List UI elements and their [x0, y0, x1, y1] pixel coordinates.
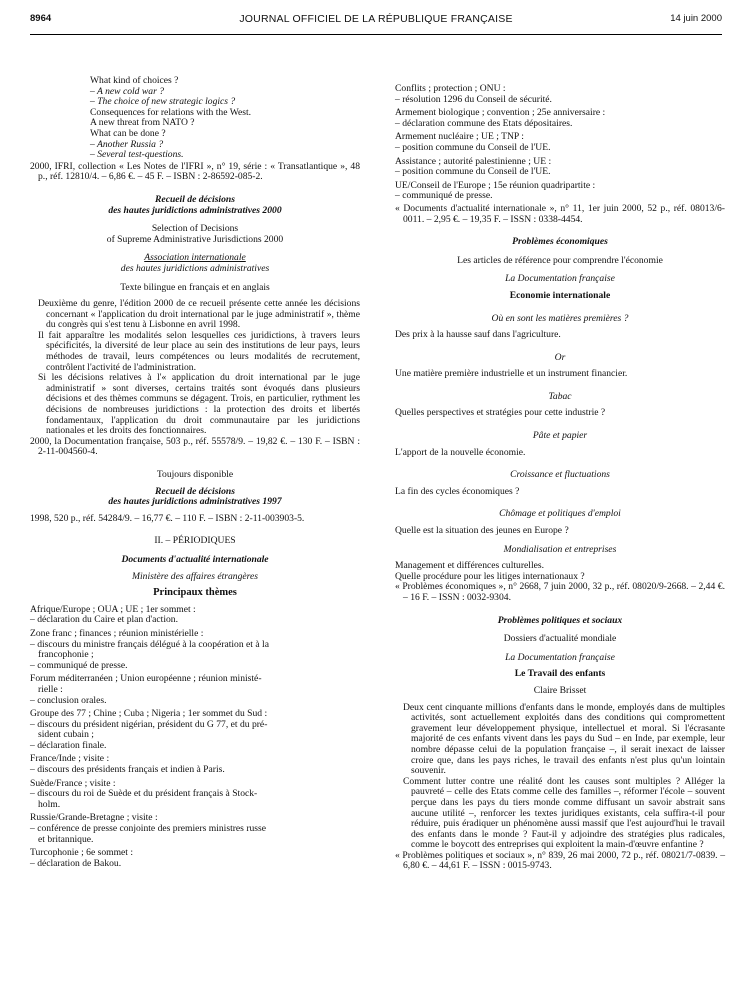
eco-section-title: Pâte et papier: [532, 430, 588, 442]
enfants-paragraph-1: Deux cent cinquante millions d'enfants dans le monde, employés dans de multiples activités, sont actuellement exploités dans des conditions qui compromettent gravement leur développement physique, intellectuel et moral. Si l'écrasante majorité de ces enfants vivent dans les pays du Sud – en Inde, par exemple, leur nombre dépasse celui de la population française –, il serait inexact de laisser croire que, dans les pays riches, le travail des enfants n'est plus qu'un lointain souvenir.: [403, 701, 725, 777]
docs-actualite-reference: « Documents d'actualité internationale », n° 11, 1er juin 2000, 52 p., réf. 08013/6-0011. – 2,95 €. – 19,35 F. – ISSN : 0338-4454.: [395, 202, 725, 225]
selection-line-1: Selection of Decisions: [151, 223, 239, 235]
association-line-2: des hautes juridictions administratives: [120, 262, 270, 274]
theme-item: – position commune du Conseil de l'UE.: [395, 141, 551, 153]
mondialisation-title: Mondialisation et entreprises: [503, 543, 617, 555]
eco-section-text: Quelle est la situation des jeunes en Europe ?: [395, 525, 569, 537]
problemes-politiques-heading: Problèmes politiques et sociaux: [497, 614, 623, 626]
theme-item: – position commune du Conseil de l'UE.: [395, 166, 551, 178]
recueil-paragraph-2: Il fait apparaître les modalités selon lesquelles ces juridictions, à travers leurs spécificités, la diversité de leur place au sein des institutions de leur pays, leurs méthodes de travail, leurs compétences ou leurs modalités de recrutement, contrôlent l'activité de l'administration.: [38, 329, 360, 373]
eco-section-title: Or: [554, 351, 566, 363]
theme-item: francophonie ;: [38, 649, 94, 661]
theme-item: sident cubain ;: [38, 729, 94, 741]
themes-list: [30, 605, 360, 870]
page-header: [30, 14, 722, 30]
eco-section-text: Des prix à la hausse sauf dans l'agriculture.: [395, 329, 561, 341]
theme-heading: Russie/Grande-Bretagne ; visite :: [30, 812, 158, 824]
theme-item: rielle :: [38, 683, 63, 695]
theme-heading: Conflits ; protection ; ONU :: [395, 83, 506, 94]
toujours-disponible: Toujours disponible: [156, 469, 234, 480]
recueil97-title-line-2: des hautes juridictions administratives 1997: [108, 496, 282, 508]
recueil97-reference: 1998, 520 p., réf. 54284/9. – 16,77 €. – 110 F. – ISBN : 2-11-003903-5.: [30, 512, 305, 524]
theme-heading: Armement biologique ; convention ; 25e anniversaire :: [395, 107, 606, 119]
theme-heading: Turcophonie ; 6e sommet :: [30, 847, 134, 859]
choice-item: What kind of choices ?: [90, 75, 179, 86]
recueil-title-line-2: des hautes juridictions administratives 2000: [108, 204, 282, 216]
theme-item: – discours du ministre français délégué à la coopération et à la: [30, 638, 269, 650]
recueil97-title-line-1: Recueil de décisions: [155, 485, 235, 497]
mondialisation-line-1: Management et différences culturelles.: [395, 560, 544, 572]
selection-line-2: of Supreme Administrative Jurisdictions 2000: [106, 233, 284, 245]
problemes-economiques-reference: « Problèmes économiques », n° 2668, 7 juin 2000, 32 p., réf. 08020/9-2668. – 2,44 €. – 16 F. – ISSN : 0032-9304.: [395, 581, 725, 603]
eco-section-title: Croissance et fluctuations: [510, 469, 610, 481]
right-column: [395, 84, 725, 872]
choice-item: What can be done ?: [90, 127, 166, 139]
ifri-reference: 2000, IFRI, collection « Les Notes de l'IFRI », n° 19, série : « Transatlantique », 48 p., réf. 12810/4. – 6,86 €. – 45 F. – ISBN : 2-86592-085-2.: [30, 160, 360, 183]
choice-item: – A new cold war ?: [90, 85, 165, 97]
theme-heading: Armement nucléaire ; UE ; TNP :: [395, 131, 524, 143]
theme-item: – déclaration du Caire et plan d'action.: [30, 614, 178, 626]
principaux-themes-heading: Principaux thèmes: [153, 587, 237, 599]
theme-heading: Suède/France ; visite :: [30, 777, 116, 789]
enfants-paragraph-2: Comment lutter contre une réalité dont les causes sont multiples ? Alléger la pauvreté – celle des Etats comme celle des familles –, réformer l'école – souvent perçue dans les pays du tiers monde comme diffusant un savoir abstrait sans aucune utilité –, renforcer les textes juridiques existants, cela suffira-t-il pour réduire, puis éradiquer un phénomène aussi massif que l'est aujourd'hui le travail des enfants dans le monde ? Faut-il y adjoindre des stratégies plus radicales, comme le boycott des entreprises qui exploitent la main-d'œuvre enfantine ?: [403, 775, 725, 851]
choice-item: A new threat from NATO ?: [90, 117, 195, 129]
theme-heading: Zone franc ; finances ; réunion ministérielle :: [30, 627, 204, 639]
choices-list: [30, 76, 360, 161]
documentation-francaise-line: La Documentation française: [505, 273, 615, 285]
eco-section-text: L'apport de la nouvelle économie.: [395, 446, 526, 458]
theme-item: – communiqué de presse.: [395, 190, 493, 202]
travail-enfants-heading: Le Travail des enfants: [514, 668, 606, 680]
theme-item: – discours du roi de Suède et du président français à Stock-: [30, 788, 258, 800]
eco-section-text: Une matière première industrielle et un instrument financier.: [395, 368, 628, 380]
theme-heading: Afrique/Europe ; OUA ; UE ; 1er sommet :: [30, 603, 196, 615]
choice-item: Consequences for relations with the West.: [90, 106, 252, 118]
choice-item: – Another Russia ?: [90, 138, 164, 150]
eco-section-text: Quelles perspectives et stratégies pour cette industrie ?: [395, 407, 606, 419]
problemes-economiques-heading: Problèmes économiques: [512, 236, 608, 248]
author-name: Claire Brisset: [533, 684, 587, 696]
theme-item: – discours du président nigérian, président du G 77, et du pré-: [30, 718, 268, 730]
problemes-politiques-reference: « Problèmes politiques et sociaux », n° 839, 26 mai 2000, 72 p., réf. 08021/7-0839. – 6,80 €. – 44,61 F. – ISSN : 0015-9743.: [395, 849, 725, 872]
left-column: [30, 76, 360, 869]
periodiques-heading: II. – PÉRIODIQUES: [154, 535, 236, 547]
recueil-paragraph-3: Si les décisions relatives à l'« application du droit international par le juge administratif » sont diverses, certains traités sont évoqués dans plusieurs décisions et des thèmes communs se dégagent. Trois, en particulier, rythment les décisions de nombreuses juridictions : la protection des droits et libertés fondamentaux, l'application du droit communautaire par les juridictions nationales et les droits des fonctionnaires.: [38, 372, 360, 437]
dossiers-line: Dossiers d'actualité mondiale: [503, 633, 617, 645]
top-themes-list: [395, 84, 725, 202]
theme-heading: Forum méditerranéen ; Union européenne ; réunion ministé-: [30, 673, 262, 685]
issue-date: 14 juin 2000: [670, 13, 722, 24]
theme-item: – discours des présidents français et indien à Paris.: [30, 764, 225, 776]
recueil-paragraph-1: Deuxième du genre, l'édition 2000 de ce recueil présente cette année les décisions concernant « l'application du droit international par le juge administratif », thème du congrès qui s'est tenu à Lisbonne en avril 1998.: [38, 298, 360, 331]
eco-section-text: La fin des cycles économiques ?: [395, 485, 520, 497]
theme-item: – conférence de presse conjointe des premiers ministres russe: [30, 823, 267, 835]
association-line-1: Association internationale: [144, 252, 246, 264]
theme-item: holm.: [38, 798, 61, 810]
page-number: 8964: [30, 13, 52, 24]
theme-heading: UE/Conseil de l'Europe ; 15e réunion quadripartite :: [395, 179, 596, 191]
mondialisation-line-2: Quelle procédure pour les litiges internationaux ?: [395, 570, 585, 582]
theme-item: et britannique.: [38, 833, 94, 845]
theme-item: – déclaration commune des Etats dépositaires.: [395, 117, 573, 129]
journal-title: JOURNAL OFFICIEL DE LA RÉPUBLIQUE FRANÇAISE: [239, 13, 513, 25]
eco-section-title: Tabac: [548, 390, 572, 402]
theme-item: – conclusion orales.: [30, 694, 107, 706]
theme-heading: Groupe des 77 ; Chine ; Cuba ; Nigeria ; 1er sommet du Sud :: [30, 708, 268, 720]
eco-section-title: Chômage et politiques d'emploi: [499, 508, 621, 520]
documentation-francaise-line-2: La Documentation française: [505, 651, 615, 663]
economie-internationale-heading: Economie internationale: [509, 289, 611, 301]
theme-item: – communiqué de presse.: [30, 659, 128, 671]
choice-item: – Several test-questions.: [90, 149, 184, 161]
eco-sections: [395, 302, 725, 537]
documentation-reference: 2000, la Documentation française, 503 p., réf. 55578/9. – 19,82 €. – 130 F. – ISBN : 2-11-004560-4.: [30, 435, 360, 458]
theme-item: – déclaration finale.: [30, 739, 107, 751]
header-rule: [30, 34, 722, 35]
articles-line: Les articles de référence pour comprendre l'économie: [457, 254, 663, 266]
eco-section-title: Où en sont les matières premières ?: [491, 312, 629, 324]
recueil-title-line-1: Recueil de décisions: [155, 193, 235, 205]
docs-actualite-heading: Documents d'actualité internationale: [121, 553, 269, 565]
ministere-line: Ministère des affaires étrangères: [131, 570, 259, 582]
bilingual-note: Texte bilingue en français et en anglais: [120, 281, 270, 293]
theme-heading: France/Inde ; visite :: [30, 753, 110, 765]
theme-item: – déclaration de Bakou.: [30, 857, 122, 869]
choice-item: – The choice of new strategic logics ?: [90, 96, 236, 108]
theme-item: – résolution 1296 du Conseil de sécurité.: [395, 93, 552, 105]
theme-heading: Assistance ; autorité palestinienne ; UE :: [395, 155, 552, 167]
